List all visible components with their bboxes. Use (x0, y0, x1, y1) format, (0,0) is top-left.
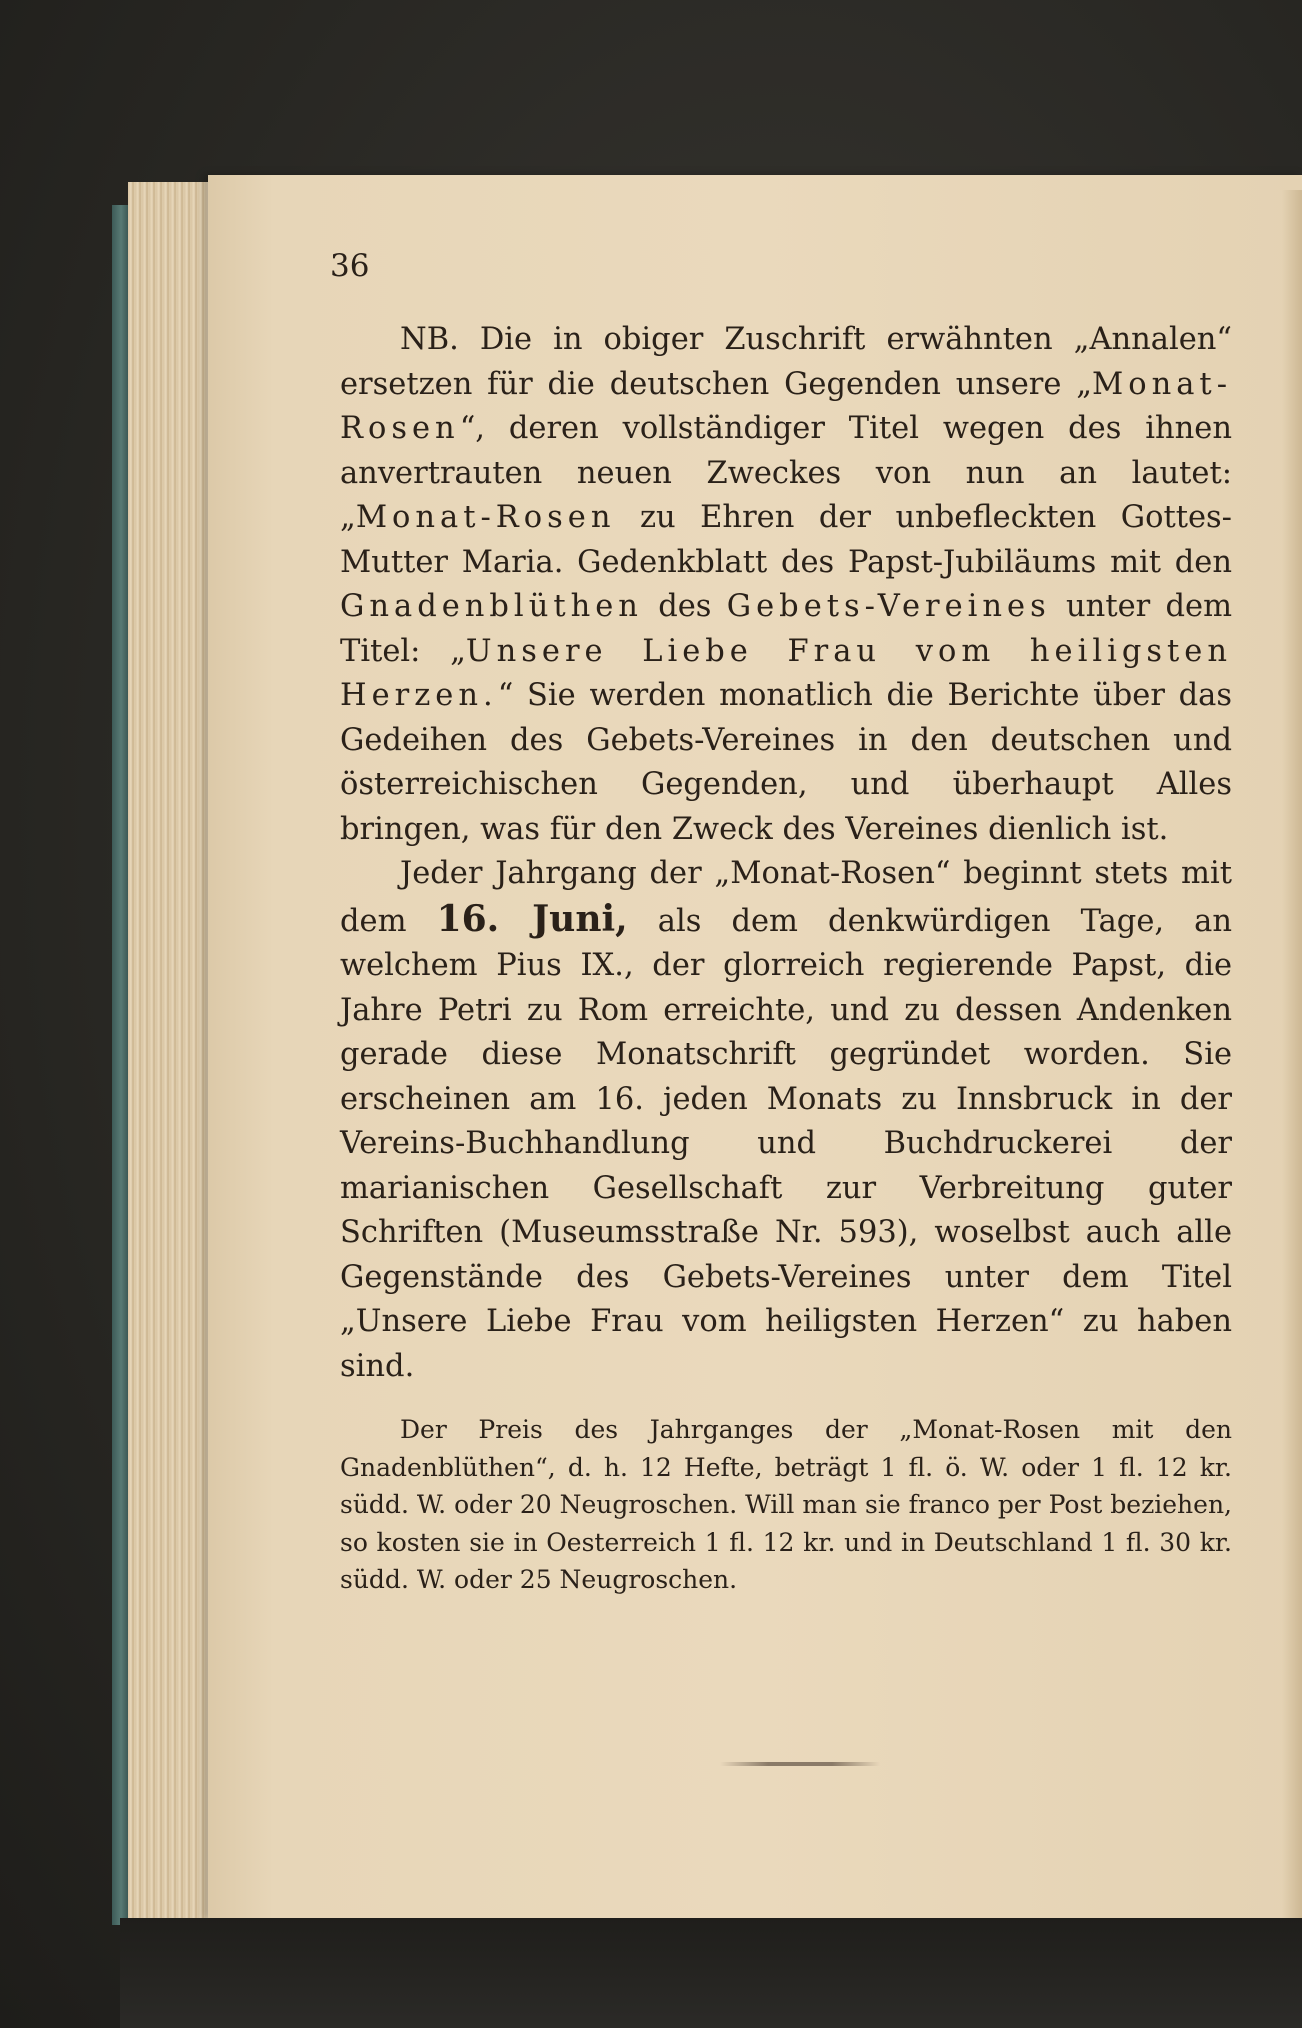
title-gnadenbluethen: Gnadenblüthen (340, 589, 643, 624)
page-right-edge (1282, 190, 1302, 1920)
paragraph-jahrgang (340, 852, 1232, 1389)
bottom-shadow (120, 1918, 1302, 2028)
paragraph-segment: unter dem Titel: „ (340, 589, 1232, 669)
date-16-juni: 16. Juni, (436, 897, 628, 940)
paragraph-segment: des (642, 589, 727, 624)
paragraph-segment: zu Ehren der unbefleckten Gottes-Mutter Maria. Gedenkblatt des Papst-Jubiläums mit den (340, 500, 1232, 580)
price-note: Der Preis des Jahrganges der „Monat-Rosen mit den Gnadenblüthen“, d. h. 12 Hefte, beträgt 1 fl. ö. W. oder 1 fl. 12 kr. südd. W. oder 20 Neugroschen. Will man sie franco per Post beziehen, so kosten sie in Oesterreich 1 fl. 12 kr. und in Deutschland 1 fl. 30 kr. südd. W. oder 25 Neugroschen. (340, 1415, 1232, 1594)
paragraph-segment: als dem denkwürdigen Tage, an welchem Pius IX., der glorreich regierende Papst, die Jahre Petri zu Rom erreichte, und zu dessen Andenken gerade diese Monatschrift gegründet worden. Sie erscheinen am 16. jeden Monats zu Innsbruck in der Vereins-Buchhandlung und Buchdruckerei der marianischen Gesellschaft zur Verbreitung guter Schriften (Museumsstraße Nr. 593), woselbst auch alle Gegenstände des Gebets-Vereines unter dem Titel „Unsere Liebe Frau vom heiligsten Herzen“ zu haben sind. (340, 903, 1232, 1384)
paragraph-nb (340, 318, 1232, 852)
title-unsere-liebe-frau: Unsere Liebe Frau vom heiligsten Herzen. (340, 633, 1232, 713)
title-monat-rosen: Monat-Rosen (355, 500, 616, 535)
paragraph-segment: “ Sie werden monatlich die Berichte über das Gedeihen des Gebets-Vereines in den deutschen und österreichischen Gegenden, und überhaupt Alles bringen, was für den Zweck des Vereines dienlich ist. (340, 678, 1232, 847)
paragraph-segment: NB. Die in obiger Zuschrift erwähnten „Annalen“ ersetzen für die deutschen Gegenden unsere „ (340, 322, 1232, 402)
title-monat-rosen: Monat-Rosen (340, 366, 1232, 446)
paragraph-segment: “, deren vollständiger Titel wegen des ihnen anvertrauten neuen Zweckes von nun an lautet: „ (340, 411, 1232, 535)
page-number: 36 (330, 248, 370, 284)
text-block (340, 318, 1232, 1599)
title-gebets-vereines: Gebets-Vereines (726, 589, 1051, 624)
paragraph-segment: Jeder Jahrgang der „Monat-Rosen“ beginnt stets mit dem (340, 856, 1232, 939)
ornament-divider (720, 1762, 880, 1766)
